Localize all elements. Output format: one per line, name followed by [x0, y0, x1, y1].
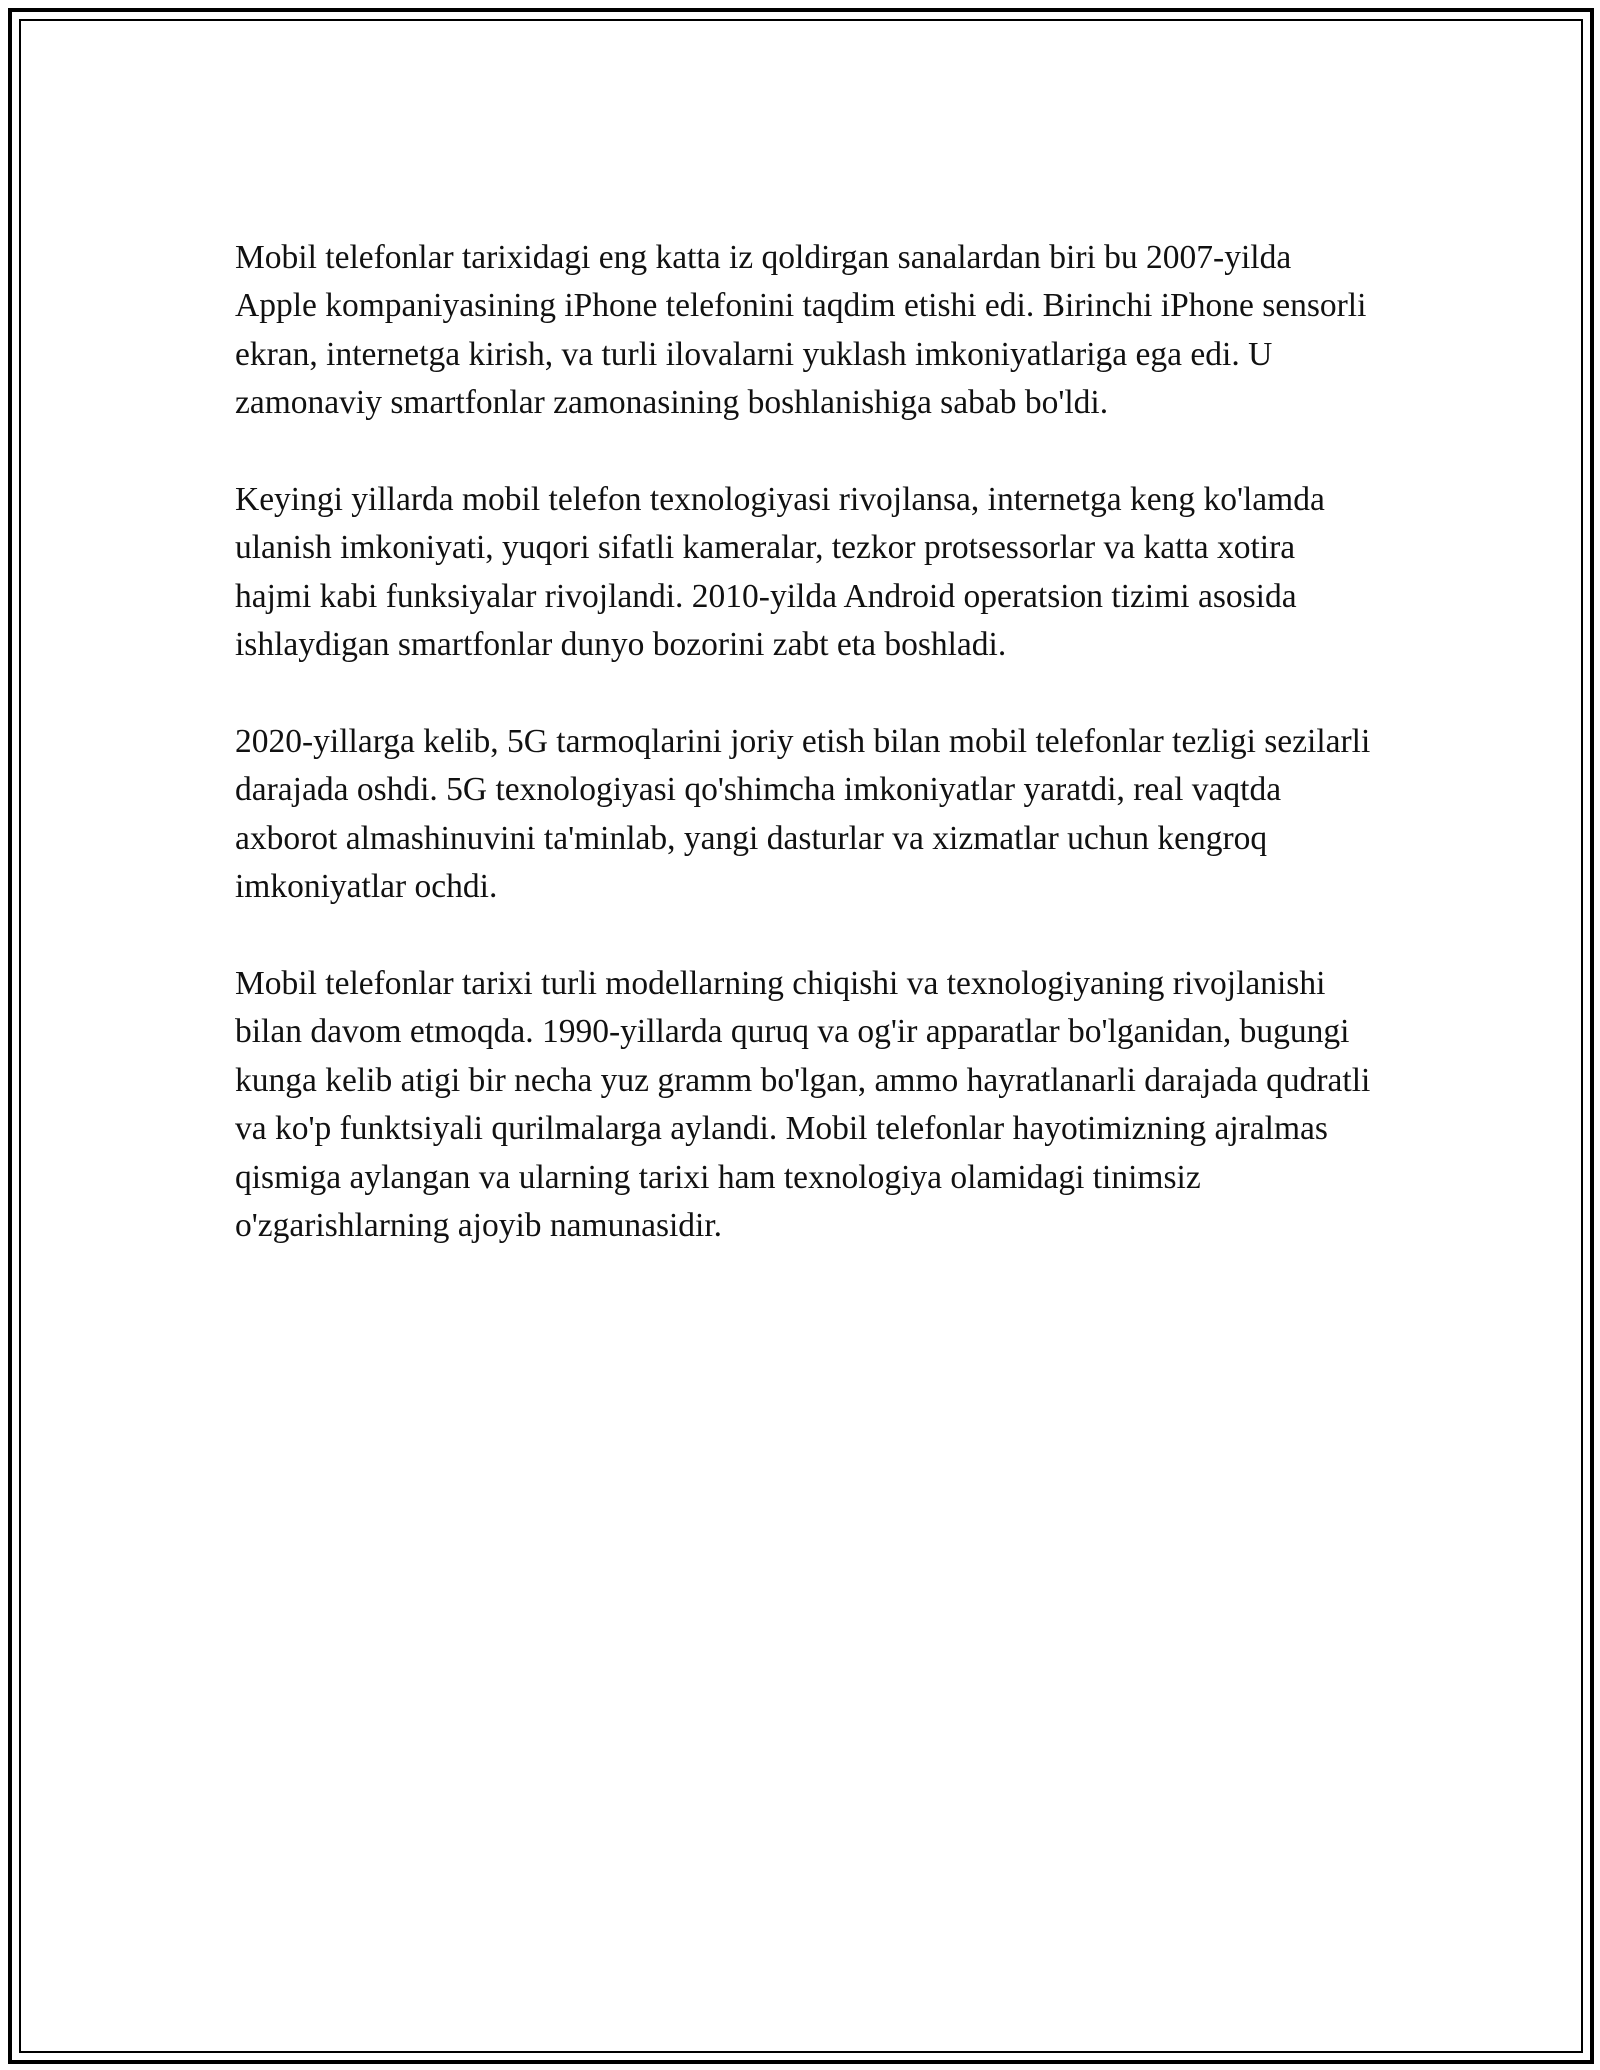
paragraph: Mobil telefonlar tarixi turli modellarning chiqishi va texnologiyaning rivojlanishi bilan davom etmoqda. 1990-yillarda quruq va og'ir apparatlar bo'lganidan, bugungi kunga kelib atigi bir necha yuz gramm bo'lgan, ammo hayratlanarli darajada qudratli va ko'p funktsiyali qurilmalarga aylandi. Mobil telefonlar hayotimizning ajralmas qismiga aylangan va ularning tarixi ham texnologiya olamidagi tinimsiz o'zgarishlarning ajoyib namunasidir.	[235, 965, 1371, 1245]
document-body	[235, 234, 1375, 1299]
paragraph: 2020-yillarga kelib, 5G tarmoqlarini joriy etish bilan mobil telefonlar tezligi sezilarli darajada oshdi. 5G texnologiyasi qo'shimcha imkoniyatlar yaratdi, real vaqtda axborot almashinuvini ta'minlab, yangi dasturlar va xizmatlar uchun kengroq imkoniyatlar ochdi.	[235, 723, 1371, 906]
paragraph: Keyingi yillarda mobil telefon texnologiyasi rivojlansa, internetga keng ko'lamda ulanish imkoniyati, yuqori sifatli kameralar, tezkor protsessorlar va katta xotira hajmi kabi funksiyalar rivojlandi. 2010-yilda Android operatsion tizimi asosida ishlaydigan smartfonlar dunyo bozorini zabt eta boshladi.	[235, 481, 1325, 664]
paragraph: Mobil telefonlar tarixidagi eng katta iz qoldirgan sanalardan biri bu 2007-yilda Apple kompaniyasining iPhone telefonini taqdim etishi edi. Birinchi iPhone sensorli ekran, internetga kirish, va turli ilovalarni yuklash imkoniyatlariga ega edi. U zamonaviy smartfonlar zamonasining boshlanishiga sabab bo'ldi.	[235, 239, 1367, 422]
